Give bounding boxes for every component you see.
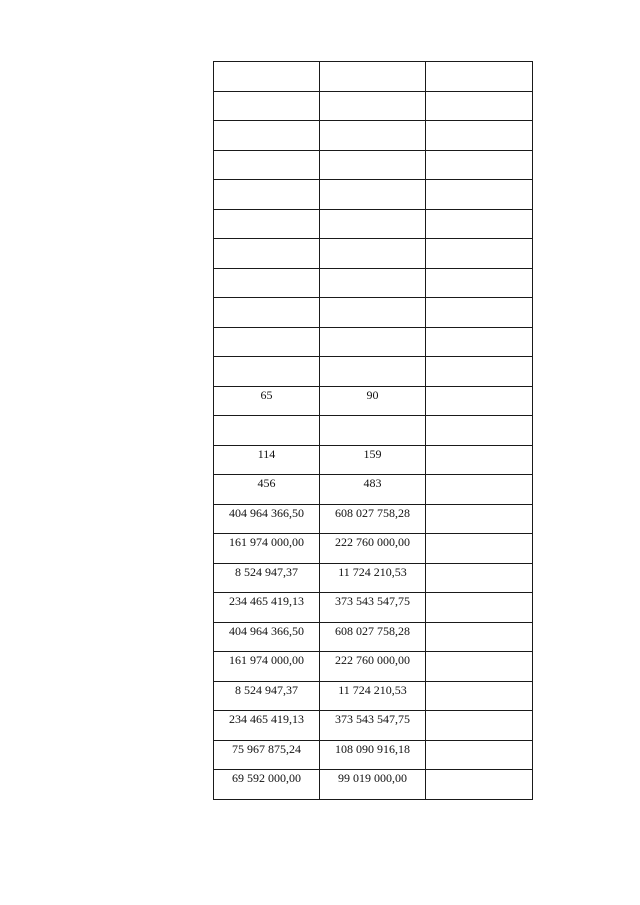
table-cell: [426, 209, 533, 239]
cell-value: [214, 269, 319, 270]
cell-value: [320, 62, 425, 63]
table-row: [214, 62, 533, 92]
table-row: [214, 534, 533, 564]
cell-value: [426, 416, 532, 417]
table-cell: [214, 711, 320, 741]
cell-value: 8 524 947,37: [235, 682, 298, 697]
cell-value: [426, 357, 532, 358]
cell-value: [320, 92, 425, 93]
cell-value: 11 724 210,53: [338, 682, 407, 697]
table-cell: [320, 357, 426, 387]
table-cell: [426, 534, 533, 564]
table-cell: [426, 386, 533, 416]
table-cell: [214, 770, 320, 800]
table-row: [214, 298, 533, 328]
table-body: [214, 62, 533, 800]
cell-value: [320, 328, 425, 329]
table-cell: [320, 445, 426, 475]
cell-value: 99 019 000,00: [338, 771, 407, 785]
table-cell: [320, 121, 426, 151]
table-cell: [214, 209, 320, 239]
table-cell: [320, 91, 426, 121]
cell-value: 404 964 366,50: [229, 505, 304, 520]
cell-value: [426, 505, 532, 506]
cell-value: [214, 239, 319, 240]
cell-value: [426, 711, 532, 712]
cell-value: [426, 210, 532, 211]
table-cell: [214, 416, 320, 446]
table-row: [214, 91, 533, 121]
cell-value: 90: [366, 387, 379, 402]
table-cell: [214, 622, 320, 652]
table-row: [214, 445, 533, 475]
cell-value: [214, 121, 319, 122]
cell-value: [426, 269, 532, 270]
table-cell: [214, 534, 320, 564]
cell-value: [214, 328, 319, 329]
cell-value: [214, 298, 319, 299]
table-cell: [320, 239, 426, 269]
table-cell: [426, 740, 533, 770]
cell-value: [426, 62, 532, 63]
cell-value: 373 543 547,75: [335, 712, 410, 726]
table-cell: [426, 62, 533, 92]
table-cell: [426, 593, 533, 623]
cell-value: [426, 652, 532, 653]
table-cell: [214, 62, 320, 92]
table-row: [214, 150, 533, 180]
table-cell: [214, 563, 320, 593]
table-cell: [426, 239, 533, 269]
table-cell: [426, 150, 533, 180]
cell-value: [214, 357, 319, 358]
cell-value: 222 760 000,00: [335, 653, 410, 667]
cell-value: [214, 62, 319, 63]
table-cell: [426, 711, 533, 741]
table-cell: [214, 91, 320, 121]
cell-value: [426, 180, 532, 181]
cell-value: [320, 210, 425, 211]
table-row: [214, 209, 533, 239]
table-cell: [426, 121, 533, 151]
cell-value: 69 592 000,00: [232, 771, 301, 785]
cell-value: 114: [257, 446, 276, 461]
cell-value: [426, 446, 532, 447]
table-cell: [426, 504, 533, 534]
table-cell: [214, 593, 320, 623]
cell-value: 456: [257, 476, 276, 490]
table-cell: [426, 563, 533, 593]
table-cell: [426, 622, 533, 652]
cell-value: [426, 564, 532, 565]
cell-value: [426, 387, 532, 388]
cell-value: 161 974 000,00: [229, 535, 304, 549]
cell-value: 373 543 547,75: [335, 594, 410, 608]
table-cell: [320, 62, 426, 92]
table-cell: [320, 622, 426, 652]
table-row: [214, 475, 533, 505]
cell-value: 159: [363, 446, 382, 461]
table-cell: [426, 91, 533, 121]
cell-value: 608 027 758,28: [335, 505, 410, 520]
table-cell: [214, 475, 320, 505]
table-cell: [214, 298, 320, 328]
table-cell: [426, 770, 533, 800]
table-cell: [320, 209, 426, 239]
cell-value: 75 967 875,24: [232, 741, 301, 756]
cell-value: 8 524 947,37: [235, 564, 298, 579]
table-cell: [214, 681, 320, 711]
table-cell: [320, 298, 426, 328]
cell-value: [426, 121, 532, 122]
table-row: [214, 593, 533, 623]
table-row: [214, 563, 533, 593]
cell-value: 161 974 000,00: [229, 653, 304, 667]
table-row: [214, 504, 533, 534]
table-cell: [320, 593, 426, 623]
table-cell: [426, 357, 533, 387]
table-row: [214, 416, 533, 446]
cell-value: 404 964 366,50: [229, 623, 304, 638]
cell-value: [214, 210, 319, 211]
table-cell: [426, 298, 533, 328]
cell-value: [320, 416, 425, 417]
table-row: [214, 180, 533, 210]
table-cell: [214, 239, 320, 269]
cell-value: 65: [260, 387, 273, 402]
cell-value: 234 465 419,13: [229, 594, 304, 608]
table-cell: [320, 416, 426, 446]
cell-value: [426, 328, 532, 329]
table-cell: [320, 150, 426, 180]
cell-value: [214, 92, 319, 93]
cell-value: 222 760 000,00: [335, 535, 410, 549]
table-cell: [214, 652, 320, 682]
cell-value: [426, 534, 532, 535]
table-row: [214, 681, 533, 711]
cell-value: [214, 180, 319, 181]
table-row: [214, 770, 533, 800]
cell-value: 483: [363, 476, 382, 490]
cell-value: [426, 92, 532, 93]
table-row: [214, 386, 533, 416]
table-cell: [320, 386, 426, 416]
table-row: [214, 711, 533, 741]
table-cell: [214, 445, 320, 475]
table-cell: [214, 121, 320, 151]
table-row: [214, 357, 533, 387]
table-cell: [320, 770, 426, 800]
cell-value: [320, 298, 425, 299]
table-cell: [426, 445, 533, 475]
table-cell: [320, 740, 426, 770]
cell-value: [320, 239, 425, 240]
table-cell: [320, 268, 426, 298]
table-row: [214, 268, 533, 298]
cell-value: [426, 475, 532, 476]
table-cell: [214, 504, 320, 534]
table-cell: [426, 475, 533, 505]
cell-value: [320, 357, 425, 358]
cell-value: [426, 298, 532, 299]
cell-value: 608 027 758,28: [335, 623, 410, 638]
cell-value: [214, 416, 319, 417]
table-cell: [214, 268, 320, 298]
cell-value: [320, 151, 425, 152]
cell-value: [320, 269, 425, 270]
table-cell: [320, 534, 426, 564]
table-cell: [426, 268, 533, 298]
cell-value: [426, 239, 532, 240]
cell-value: [426, 623, 532, 624]
table-cell: [320, 681, 426, 711]
table-row: [214, 740, 533, 770]
table-row: [214, 652, 533, 682]
table-cell: [214, 740, 320, 770]
cell-value: [426, 682, 532, 683]
cell-value: 108 090 916,18: [335, 741, 410, 756]
table-cell: [426, 416, 533, 446]
table-cell: [320, 504, 426, 534]
cell-value: 234 465 419,13: [229, 712, 304, 726]
cell-value: [426, 593, 532, 594]
cell-value: [426, 151, 532, 152]
table-cell: [214, 386, 320, 416]
table-cell: [320, 180, 426, 210]
table-row: [214, 239, 533, 269]
table-cell: [320, 652, 426, 682]
table-cell: [214, 357, 320, 387]
table-cell: [320, 475, 426, 505]
data-table: [213, 61, 533, 800]
table-cell: [214, 150, 320, 180]
table-cell: [320, 327, 426, 357]
table-cell: [426, 652, 533, 682]
table-cell: [426, 681, 533, 711]
table-cell: [426, 327, 533, 357]
table-cell: [426, 180, 533, 210]
table-cell: [214, 180, 320, 210]
table-cell: [320, 563, 426, 593]
cell-value: [320, 121, 425, 122]
table-row: [214, 622, 533, 652]
table-cell: [214, 327, 320, 357]
table-cell: [320, 711, 426, 741]
cell-value: [426, 770, 532, 771]
cell-value: 11 724 210,53: [338, 564, 407, 579]
table-row: [214, 327, 533, 357]
cell-value: [320, 180, 425, 181]
cell-value: [426, 741, 532, 742]
cell-value: [214, 151, 319, 152]
table-row: [214, 121, 533, 151]
